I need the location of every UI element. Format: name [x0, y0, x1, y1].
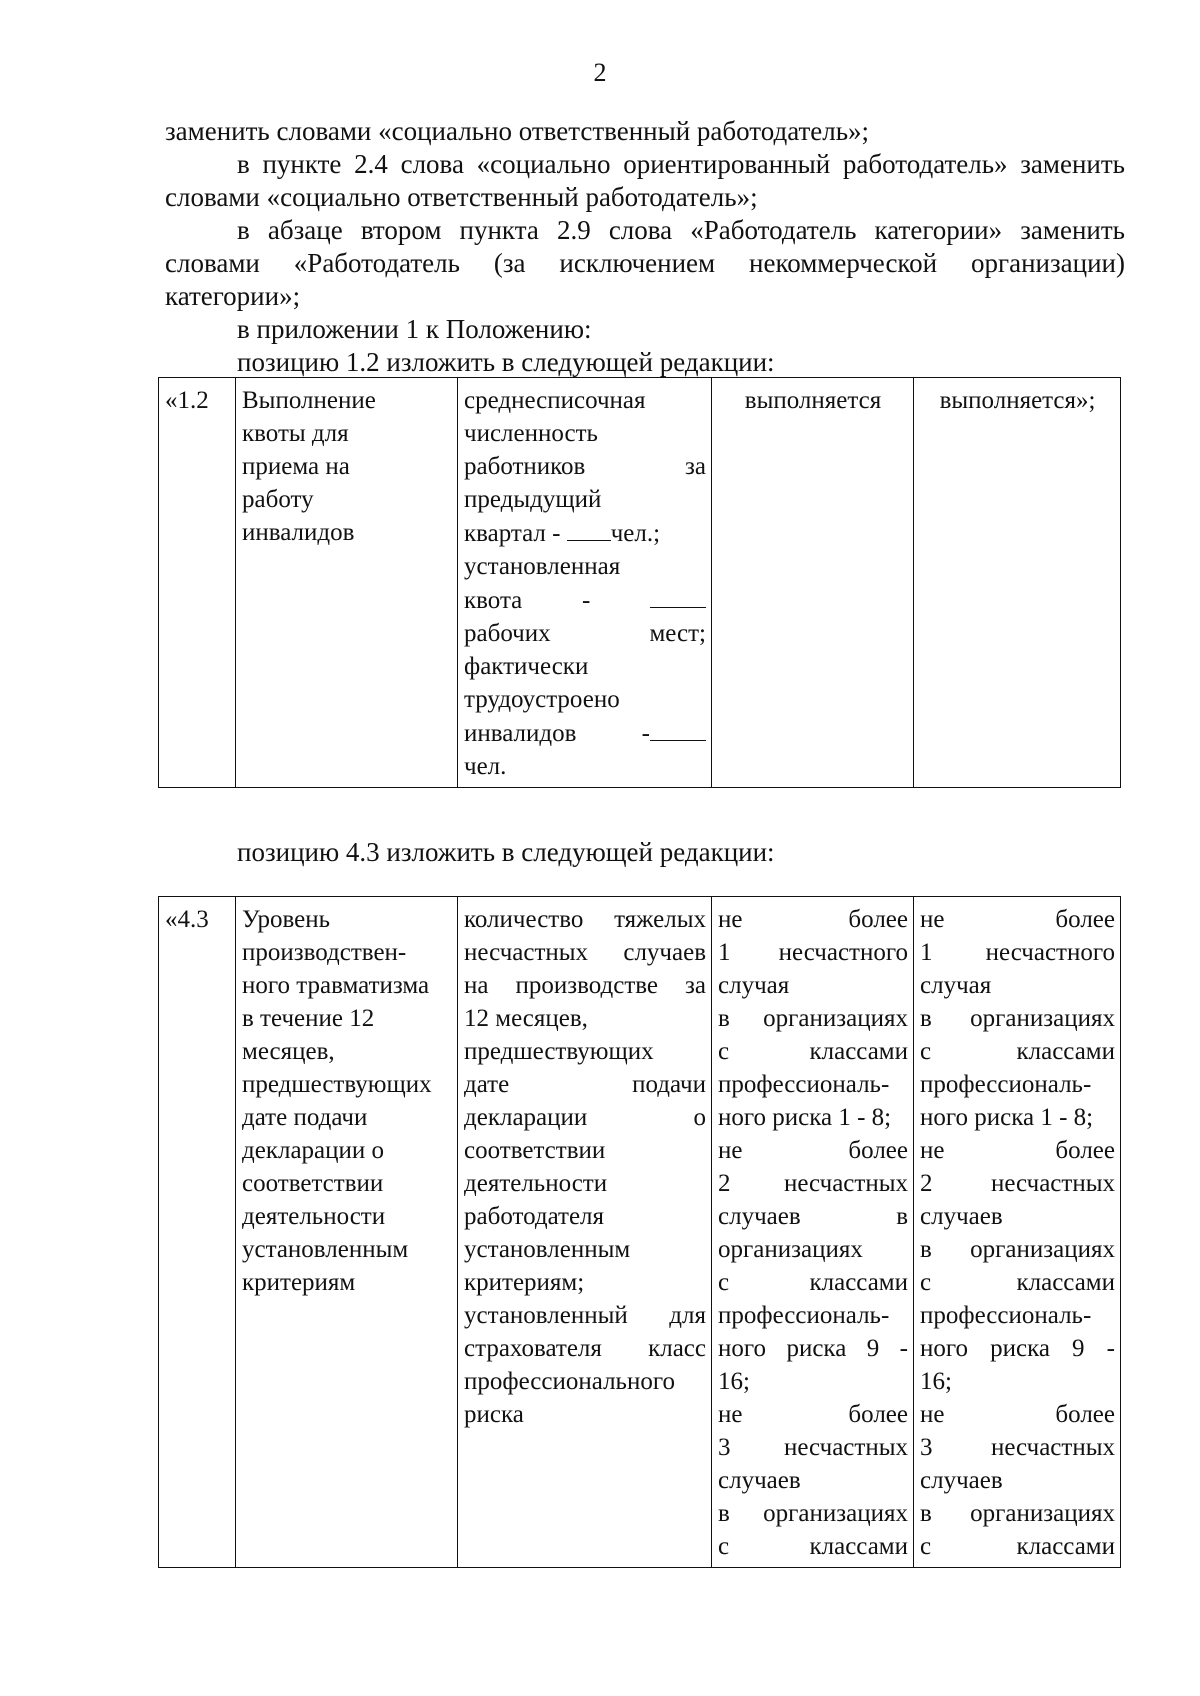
table-row [159, 378, 1121, 788]
criterion-indicator: среднесписочная численность работников за предыдущий квартал - чел.; установленная квота - рабочих мест; фактически трудоустроено инвалидов - чел. [458, 378, 712, 788]
position-number: «4.3 [159, 897, 236, 1568]
requirement-col-4: не более 1 несчастного случая в организациях с классами профессиональ- ного риска 1 - 8; не более 2 несчастных случаев в организациях с классами профессиональ- ного риска 9 - 16; не более 3 несчастных случаев в организациях с классами [712, 897, 914, 1568]
table-position-1-2 [158, 377, 1121, 788]
caption-position-4-3: позицию 4.3 изложить в следующей редакции: [237, 837, 775, 867]
requirement-col-5: не более 1 несчастного случая в организациях с классами профессиональ- ного риска 1 - 8; не более 2 несчастных случаев в организациях с классами профессиональ- ного риска 9 - 16; не более 3 несчастных случаев в организациях с классами [914, 897, 1121, 1568]
blank-field [650, 583, 706, 608]
table-position-4-3 [158, 896, 1121, 1568]
criterion-indicator: количество тяжелых несчастных случаев на производстве за 12 месяцев, предшествующих дате подачи декларации о соответствии деятельности работодателя установленным критериям; установленный для страхователя класс профессионального риска [458, 897, 712, 1568]
paragraph-1: заменить словами «социально ответственный работодатель»; [165, 116, 870, 146]
amendment-text [165, 115, 1125, 379]
table-row [159, 897, 1121, 1568]
position-number: «1.2 [159, 378, 236, 788]
criterion-name: Выполнение квоты для приема на работу инвалидов [236, 378, 458, 788]
paragraph-4: в приложении 1 к Положению: [237, 314, 592, 344]
status-col-5: выполняется»; [914, 378, 1121, 788]
status-col-4: выполняется [712, 378, 914, 788]
blank-field [650, 716, 706, 741]
page-number: 2 [593, 58, 607, 87]
paragraph-2: в пункте 2.4 слова «социально ориентированный работодатель» заменить словами «социально ответственный работодатель»; [165, 149, 1125, 212]
blank-field [567, 516, 611, 541]
paragraph-3: в абзаце втором пункта 2.9 слова «Работодатель категории» заменить словами «Работодатель (за исключением некоммерческой организации) категории»; [165, 215, 1125, 311]
criterion-name: Уровень производствен- ного травматизма в течение 12 месяцев, предшествующих дате подачи декларации о соответствии деятельности установленным критериям [236, 897, 458, 1568]
paragraph-5: позицию 1.2 изложить в следующей редакции: [237, 347, 775, 377]
